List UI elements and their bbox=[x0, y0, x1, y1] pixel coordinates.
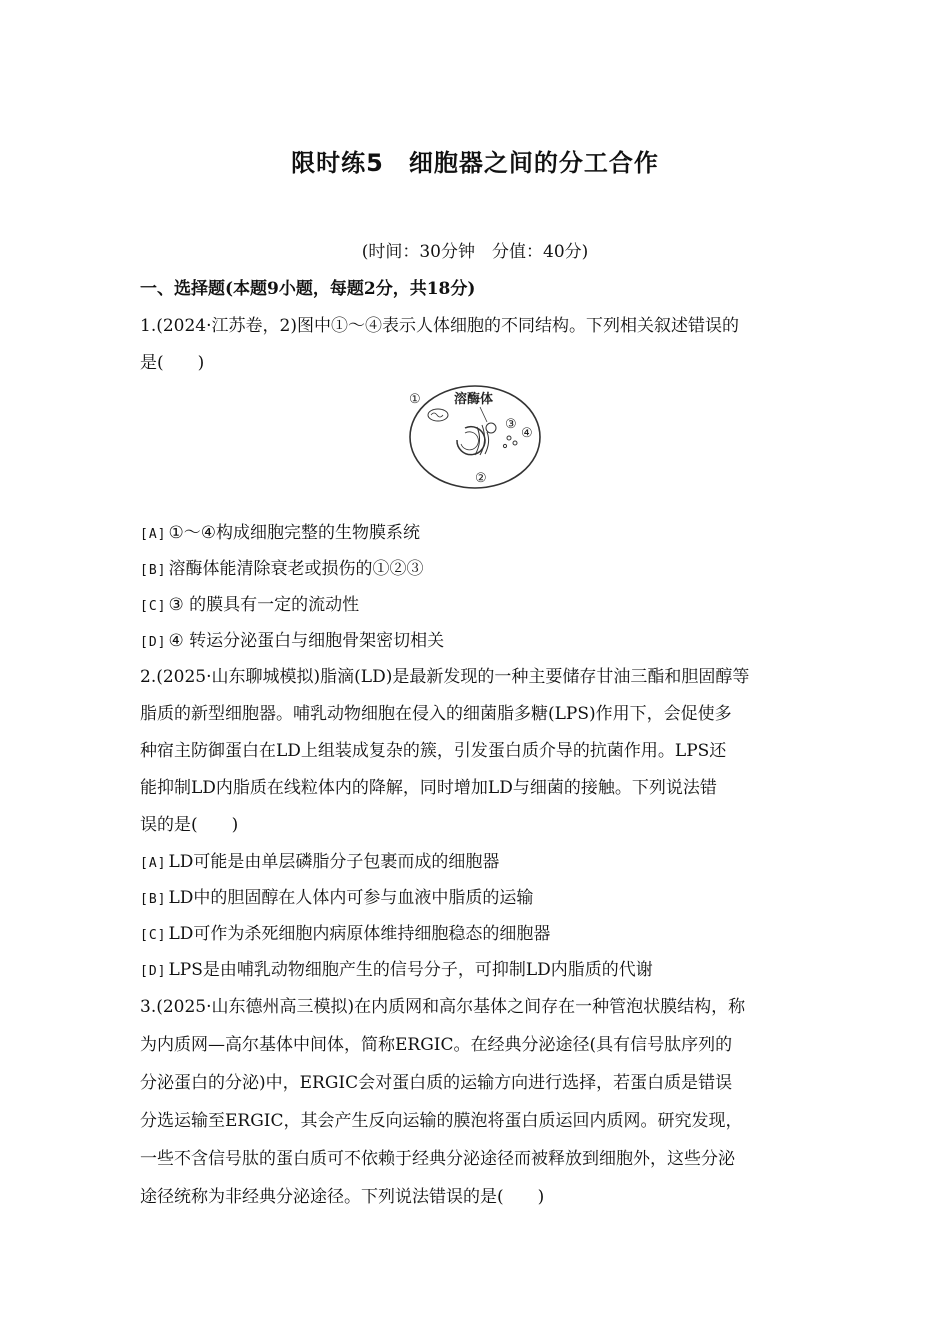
q3-stem-line6: 途径统称为非经典分泌途径。下列说法错误的是( ) bbox=[140, 1187, 545, 1207]
q2-stem-line3: 种宿主防御蛋白在LD上组装成复杂的簇，引发蛋白质介导的抗菌作用。LPS还 bbox=[140, 741, 727, 761]
option-tag: [D] bbox=[140, 635, 167, 650]
option-tag: [B] bbox=[140, 563, 167, 578]
q3-stem-line2: 为内质网—高尔基体中间体，简称ERGIC。在经典分泌途径(具有信号肽序列的 bbox=[140, 1035, 733, 1055]
q3-stem-line5: 一些不含信号肽的蛋白质可不依赖于经典分泌途径而被释放到细胞外，这些分泌 bbox=[140, 1149, 735, 1169]
option-text: LPS是由哺乳动物细胞产生的信号分子，可抑制LD内脂质的代谢 bbox=[168, 960, 653, 980]
page-title: 限时练5 细胞器之间的分工合作 bbox=[291, 149, 659, 177]
q3-stem-line3: 分泌蛋白的分泌)中，ERGIC会对蛋白质的运输方向进行选择，若蛋白质是错误 bbox=[140, 1073, 733, 1093]
option-text: LD中的胆固醇在人体内可参与血液中脂质的运输 bbox=[168, 888, 534, 908]
q2-stem-line5: 误的是( ) bbox=[140, 815, 239, 835]
q2-option-c[interactable] bbox=[140, 919, 550, 944]
section-heading: 一、选择题(本题9小题，每题2分，共18分) bbox=[140, 279, 476, 299]
option-text: LD可能是由单层磷脂分子包裹而成的细胞器 bbox=[168, 852, 500, 872]
q2-option-d[interactable] bbox=[140, 955, 653, 980]
q2-stem-line1: 2.(2025·山东聊城模拟)脂滴(LD)是最新发现的一种主要储存甘油三酯和胆固醇等 bbox=[140, 667, 750, 687]
q1-option-d[interactable] bbox=[140, 626, 444, 651]
option-text: ①～④构成细胞完整的生物膜系统 bbox=[168, 523, 420, 543]
q1-option-a[interactable] bbox=[140, 518, 420, 543]
q2-option-b[interactable] bbox=[140, 883, 533, 908]
q2-option-a[interactable] bbox=[140, 847, 499, 872]
label-4: ④ bbox=[521, 426, 533, 441]
option-text: 溶酶体能清除衰老或损伤的①②③ bbox=[168, 559, 424, 579]
lysosome-shape bbox=[486, 423, 496, 433]
q1-option-c[interactable] bbox=[140, 590, 359, 615]
q2-stem-line2: 脂质的新型细胞器。哺乳动物细胞在侵入的细菌脂多糖(LPS)作用下，会促使多 bbox=[140, 704, 732, 724]
option-tag: [C] bbox=[140, 928, 167, 943]
label-3: ③ bbox=[505, 417, 517, 432]
q1-option-b[interactable] bbox=[140, 554, 423, 579]
q1-stem-line2: 是( ) bbox=[140, 353, 205, 373]
lysosome-label: 溶酶体 bbox=[454, 392, 494, 407]
option-text: ④ 转运分泌蛋白与细胞骨架密切相关 bbox=[168, 631, 445, 651]
option-tag: [D] bbox=[140, 964, 167, 979]
q3-stem-line1: 3.(2025·山东德州高三模拟)在内质网和高尔基体之间存在一种管泡状膜结构，称 bbox=[140, 997, 746, 1017]
time-score-info: (时间：30分钟 分值：40分) bbox=[361, 242, 589, 262]
q2-stem-line4: 能抑制LD内脂质在线粒体内的降解，同时增加LD与细菌的接触。下列说法错 bbox=[140, 778, 717, 798]
option-tag: [A] bbox=[140, 856, 167, 871]
option-text: LD可作为杀死细胞内病原体维持细胞稳态的细胞器 bbox=[168, 924, 551, 944]
option-tag: [A] bbox=[140, 527, 167, 542]
q3-stem-line4: 分选运输至ERGIC，其会产生反向运输的膜泡将蛋白质运回内质网。研究发现， bbox=[140, 1111, 743, 1131]
option-tag: [C] bbox=[140, 599, 167, 614]
cell-diagram bbox=[405, 382, 545, 492]
option-text: ③ 的膜具有一定的流动性 bbox=[168, 595, 360, 615]
label-1: ① bbox=[409, 392, 421, 407]
label-2: ② bbox=[475, 471, 487, 486]
option-tag: [B] bbox=[140, 892, 167, 907]
nucleus-shape bbox=[457, 427, 485, 455]
q1-stem-line1: 1.(2024·江苏卷，2)图中①～④表示人体细胞的不同结构。下列相关叙述错误的 bbox=[140, 316, 739, 336]
